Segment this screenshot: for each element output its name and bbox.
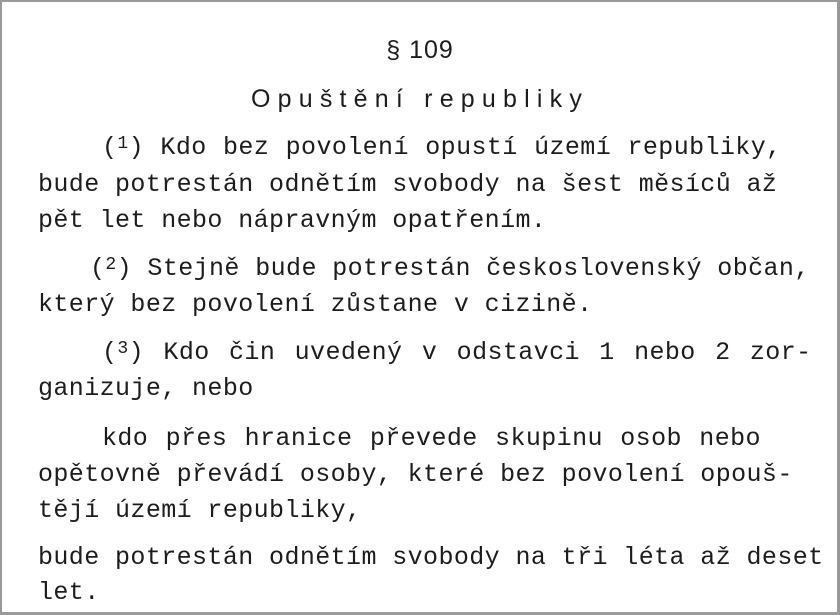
clause-line-1: kdo přes hranice převede skupinu osob nebo [102,424,761,453]
penalty-line-1: bude potrestán odnětím svobody na tři léta až deset [38,543,824,572]
paragraph-1-line-1: ($^1$) Kdo bez povolení opustí území republiky, [102,133,782,162]
paragraph-1-mark: 1 [117,134,129,154]
paragraph-1-line-3: pět let nebo nápravným opatřením. [38,206,547,235]
clause-line-2: opětovně převádí osoby, které bez povolení opouš- [38,460,793,489]
penalty-line-2: let. [38,578,100,607]
paragraph-2-mark: 2 [105,255,117,275]
paragraph-1-line-2: bude potrestán odnětím svobody na šest měsíců až [38,170,778,199]
paragraph-2-line-2: který bez povolení zůstane v cizině. [38,290,593,319]
paragraph-3-mark: 3 [117,339,129,359]
clause-line-3: tějí území republiky, [38,496,362,525]
section-heading: Opuštění republiky [250,85,590,113]
section-number: § 109 [386,36,454,64]
paragraph-3-line-2: ganizuje, nebo [38,374,254,403]
paragraph-3-line-1: ($^3$) Kdo čin uvedený v odstavci 1 nebo 2 zor- [102,338,812,367]
paragraph-2-line-1: ($^2$) Stejně bude potrestán československý občan, [90,254,810,283]
